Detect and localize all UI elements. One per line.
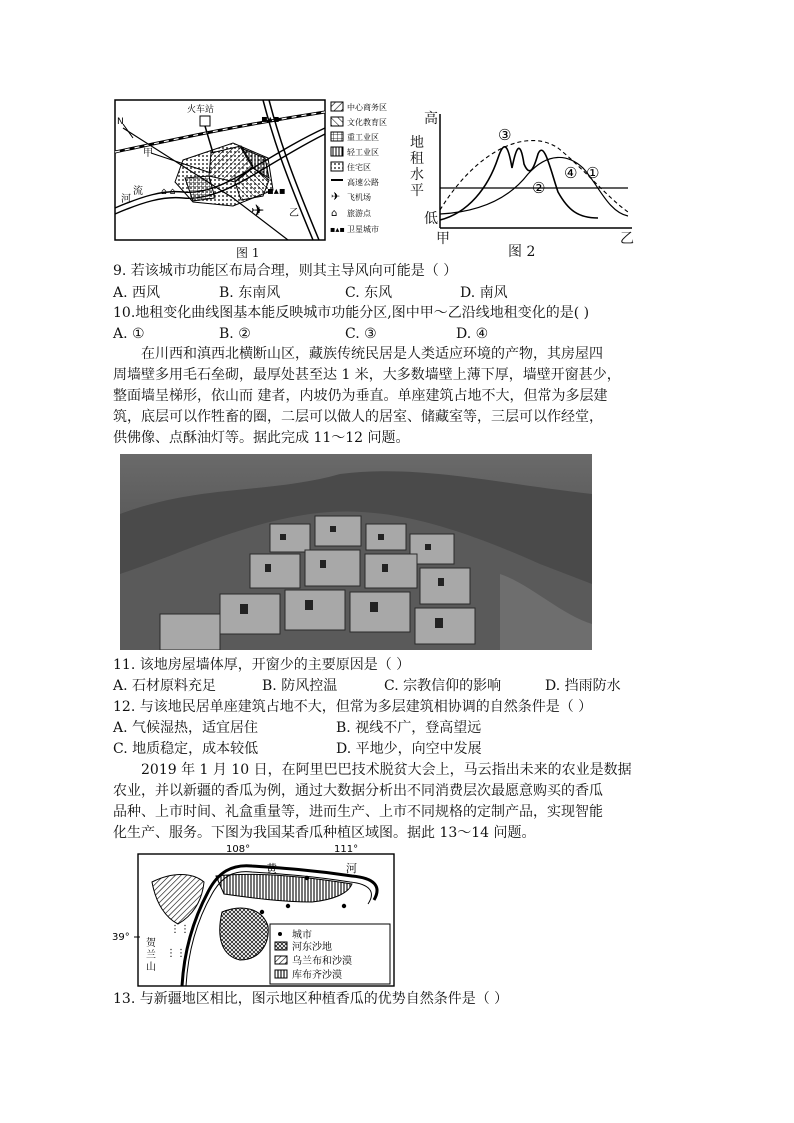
passage-line: 品种、上市时间、礼盒重量等，进而生产、上市不同规格的定制产品，实现智能 — [113, 804, 603, 820]
passage-line: 2019 年 1 月 10 日，在阿里巴巴技术脱贫大会上，马云指出未来的农业是数据 — [141, 762, 632, 778]
svg-text:▪▴▪: ▪▴▪ — [330, 225, 345, 234]
figure-2-rent-curves — [418, 108, 640, 250]
q9-option-b[interactable]: B. 东南风 — [219, 285, 281, 301]
q11-option-a[interactable]: A. 石材原料充足 — [113, 678, 217, 694]
village-photo — [120, 454, 592, 650]
fig2-y-title: 水 — [410, 167, 424, 183]
map-legend-item: 河东沙地 — [292, 942, 332, 953]
curve-label: ④ — [564, 164, 578, 182]
q11-option-c[interactable]: C. 宗教信仰的影响 — [384, 678, 502, 694]
curve-label: ① — [586, 164, 600, 182]
q10-option-d[interactable]: D. ④ — [456, 326, 489, 342]
q12-option-c[interactable]: C. 地质稳定，成本较低 — [113, 741, 259, 757]
q12-option-d[interactable]: D. 平地少，向空中发展 — [336, 741, 482, 757]
svg-text:⋮⋮: ⋮⋮ — [170, 924, 190, 935]
fig2-y-title: 平 — [410, 183, 424, 199]
svg-text:✈: ✈ — [331, 190, 341, 203]
fig1-station-label: 火车站 — [187, 105, 215, 115]
q12-option-b[interactable]: B. 视线不广，登高望远 — [336, 720, 482, 736]
map-river-label: 河 — [346, 862, 357, 875]
q9-option-c[interactable]: C. 东风 — [345, 285, 393, 301]
q10-option-b[interactable]: B. ② — [219, 326, 251, 342]
fig2-x-start: 甲 — [436, 231, 450, 247]
fig2-x-end: 乙 — [620, 231, 634, 247]
passage-line: 农业，并以新疆的香瓜为例，通过大数据分析出不同消费层次最愿意购买的香瓜 — [113, 783, 603, 799]
svg-text:▪▴▪: ▪▴▪ — [261, 114, 280, 125]
fig1-yi-label: 乙 — [289, 208, 299, 219]
map-legend-item: 城市 — [292, 930, 312, 941]
fig1-river-label: 流 — [133, 186, 143, 197]
figure-1-city-map — [113, 98, 403, 245]
q12-option-a[interactable]: A. 气候湿热，适宜居住 — [113, 720, 259, 736]
curve-label: ③ — [498, 126, 512, 144]
fig1-legend-item: 中心商务区 — [347, 103, 387, 112]
passage-line: 筑，底层可以作牲畜的圈，二层可以做人的居室、储藏室等，三层可以作经堂， — [113, 409, 603, 425]
q9-option-d[interactable]: D. 南风 — [460, 285, 508, 301]
q11-option-b[interactable]: B. 防风控温 — [262, 678, 338, 694]
fig2-caption: 图 2 — [508, 244, 536, 260]
fig1-legend-item: 卫星城市 — [347, 225, 379, 234]
fig2-y-title: 地 — [410, 135, 424, 151]
passage-line: 供佛像、点酥油灯等。据此完成 11～12 问题。 — [113, 430, 410, 446]
map-lon-label: 111° — [334, 844, 359, 855]
svg-text:⌂ ⌂: ⌂ ⌂ — [161, 187, 176, 197]
map-lat-label: 39° — [112, 932, 130, 943]
fig2-y-title: 租 — [410, 151, 424, 167]
question-11-stem: 11. 该地房屋墙体厚，开窗少的主要原因是（ ） — [113, 657, 411, 673]
map-lon-label: 108° — [226, 844, 251, 855]
airport-icon: ✈ — [251, 201, 265, 220]
fig1-legend-item: 文化教育区 — [347, 118, 387, 127]
fig1-legend-item: 重工业区 — [347, 133, 379, 142]
svg-text:▪▴▪: ▪▴▪ — [267, 186, 286, 197]
fig1-legend-item: 住宅区 — [347, 163, 371, 172]
fig1-jia-label: 甲 — [143, 148, 153, 159]
fig2-y-low: 低 — [424, 211, 438, 227]
question-9-stem: 9. 若该城市功能区布局合理，则其主导风向可能是（ ） — [113, 263, 458, 279]
fig1-legend-item: 飞机场 — [347, 193, 371, 202]
fig1-legend-item: 旅游点 — [347, 209, 371, 218]
question-13-stem: 13. 与新疆地区相比，图示地区种植香瓜的优势自然条件是（ ） — [113, 991, 509, 1007]
curve-label: ② — [532, 179, 546, 197]
passage-line: 整面墙呈梯形，依山而 建者，内坡仍为垂直。单座建筑占地不大，但常为多层建 — [113, 388, 608, 404]
fig1-legend-item: 高速公路 — [347, 178, 379, 187]
fig2-y-high: 高 — [424, 111, 438, 127]
q10-option-a[interactable]: A. ① — [113, 326, 145, 342]
fig1-river-label: 河 — [121, 194, 131, 205]
q10-option-c[interactable]: C. ③ — [345, 326, 377, 342]
passage-line: 在川西和滇西北横断山区，藏族传统民居是人类适应环境的产物，其房屋四 — [141, 346, 603, 362]
q9-option-a[interactable]: A. 西风 — [113, 285, 161, 301]
question-10-stem: 10.地租变化曲线图基本能反映城市功能分区,图中甲～乙沿线地租变化的是( ) — [113, 305, 590, 321]
passage-line: 化生产、服务。下图为我国某香瓜种植区域图。据此 13～14 问题。 — [113, 825, 536, 841]
map-mountain-label: 兰 — [146, 950, 156, 961]
map-river-label: 黄 — [266, 862, 277, 875]
map-mountain-label: 贺 — [146, 938, 156, 949]
fig1-legend-item: 轻工业区 — [347, 148, 379, 157]
map-mountain-label: 山 — [146, 962, 156, 973]
svg-text:⌂: ⌂ — [331, 208, 338, 219]
curve-4 — [440, 141, 628, 212]
fig1-legend — [330, 102, 387, 234]
q11-option-d[interactable]: D. 挡雨防水 — [545, 678, 621, 694]
fig1-caption: 图 1 — [236, 246, 260, 260]
passage-line: 周墙壁多用毛石垒砌，最厚处甚至达 1 米，大多数墙壁上薄下厚，墙壁开窗甚少， — [113, 367, 621, 383]
question-12-stem: 12. 与该地民居单座建筑占地不大，但常为多层建筑相协调的自然条件是（ ） — [113, 699, 593, 715]
map-legend-item: 乌兰布和沙漠 — [292, 956, 352, 967]
svg-text:⋮⋮: ⋮⋮ — [166, 948, 186, 959]
fig1-north-label: N — [117, 117, 124, 127]
map-legend-item: 库布齐沙漠 — [292, 970, 342, 981]
melon-region-map — [112, 842, 402, 988]
